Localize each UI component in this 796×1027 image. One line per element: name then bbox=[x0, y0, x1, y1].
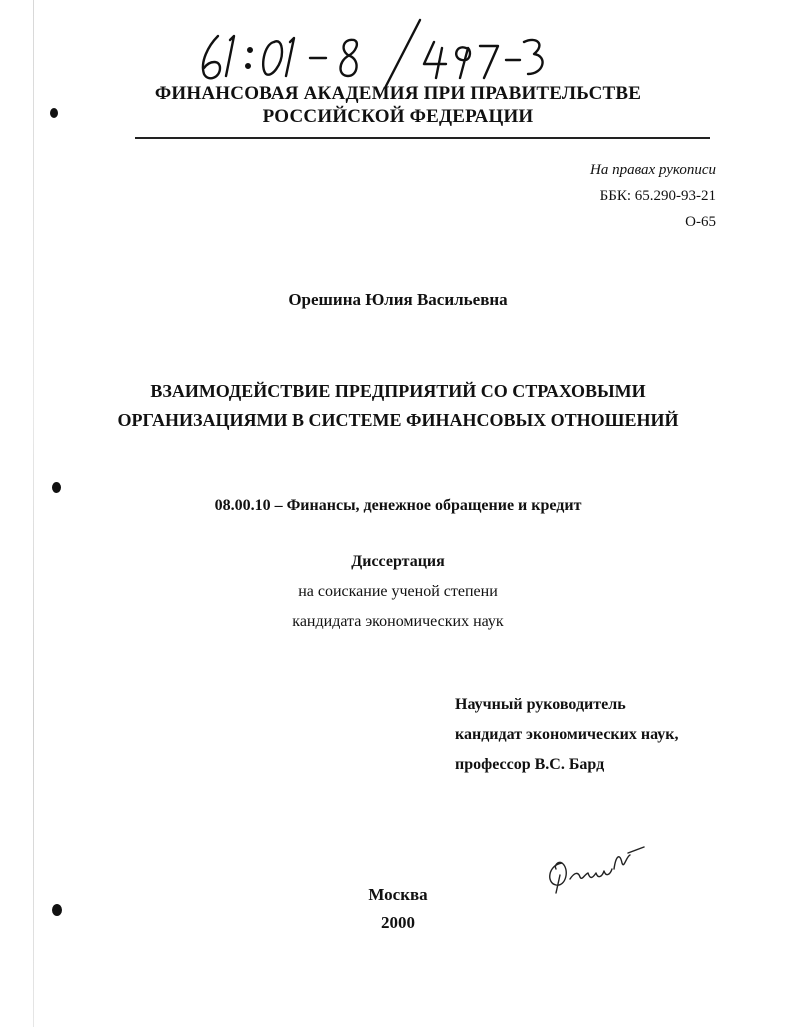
title-line-2: ОРГАНИЗАЦИЯМИ В СИСТЕМЕ ФИНАНСОВЫХ ОТНОШЕНИЙ bbox=[117, 410, 679, 430]
supervisor-block bbox=[455, 690, 678, 780]
author-code: О-65 bbox=[685, 214, 716, 230]
publication-city: Москва bbox=[368, 885, 428, 904]
title-line-1: ВЗАИМОДЕЙСТВИЕ ПРЕДПРИЯТИЙ СО СТРАХОВЫМИ bbox=[150, 381, 646, 401]
scan-speck-2 bbox=[52, 482, 61, 493]
degree-line-2: кандидата экономических наук bbox=[292, 613, 504, 630]
organization-line-1: ФИНАНСОВАЯ АКАДЕМИЯ ПРИ ПРАВИТЕЛЬСТВЕ bbox=[154, 83, 642, 104]
organization-name bbox=[0, 82, 796, 128]
work-type: Диссертация bbox=[351, 553, 445, 570]
handwritten-archive-code bbox=[190, 18, 550, 88]
rights-note: На правах рукописи bbox=[590, 162, 716, 178]
publication-year: 2000 bbox=[381, 913, 415, 932]
organization-line-2: РОССИЙСКОЙ ФЕДЕРАЦИИ bbox=[262, 106, 534, 127]
supervisor-label: Научный руководитель bbox=[455, 696, 626, 713]
handwritten-code-strokes bbox=[203, 20, 543, 86]
dissertation-title bbox=[0, 377, 796, 435]
supervisor-degree: кандидат экономических наук, bbox=[455, 726, 679, 743]
bbk-index: ББК: 65.290-93-21 bbox=[599, 188, 716, 204]
specialty-code: 08.00.10 – Финансы, денежное обращение и кредит bbox=[214, 497, 582, 514]
degree-line-1: на соискание ученой степени bbox=[298, 583, 498, 600]
supervisor-name: профессор В.С. Бард bbox=[455, 756, 605, 773]
author-name: Орешина Юлия Васильевна bbox=[288, 290, 508, 309]
header-divider bbox=[135, 137, 710, 139]
